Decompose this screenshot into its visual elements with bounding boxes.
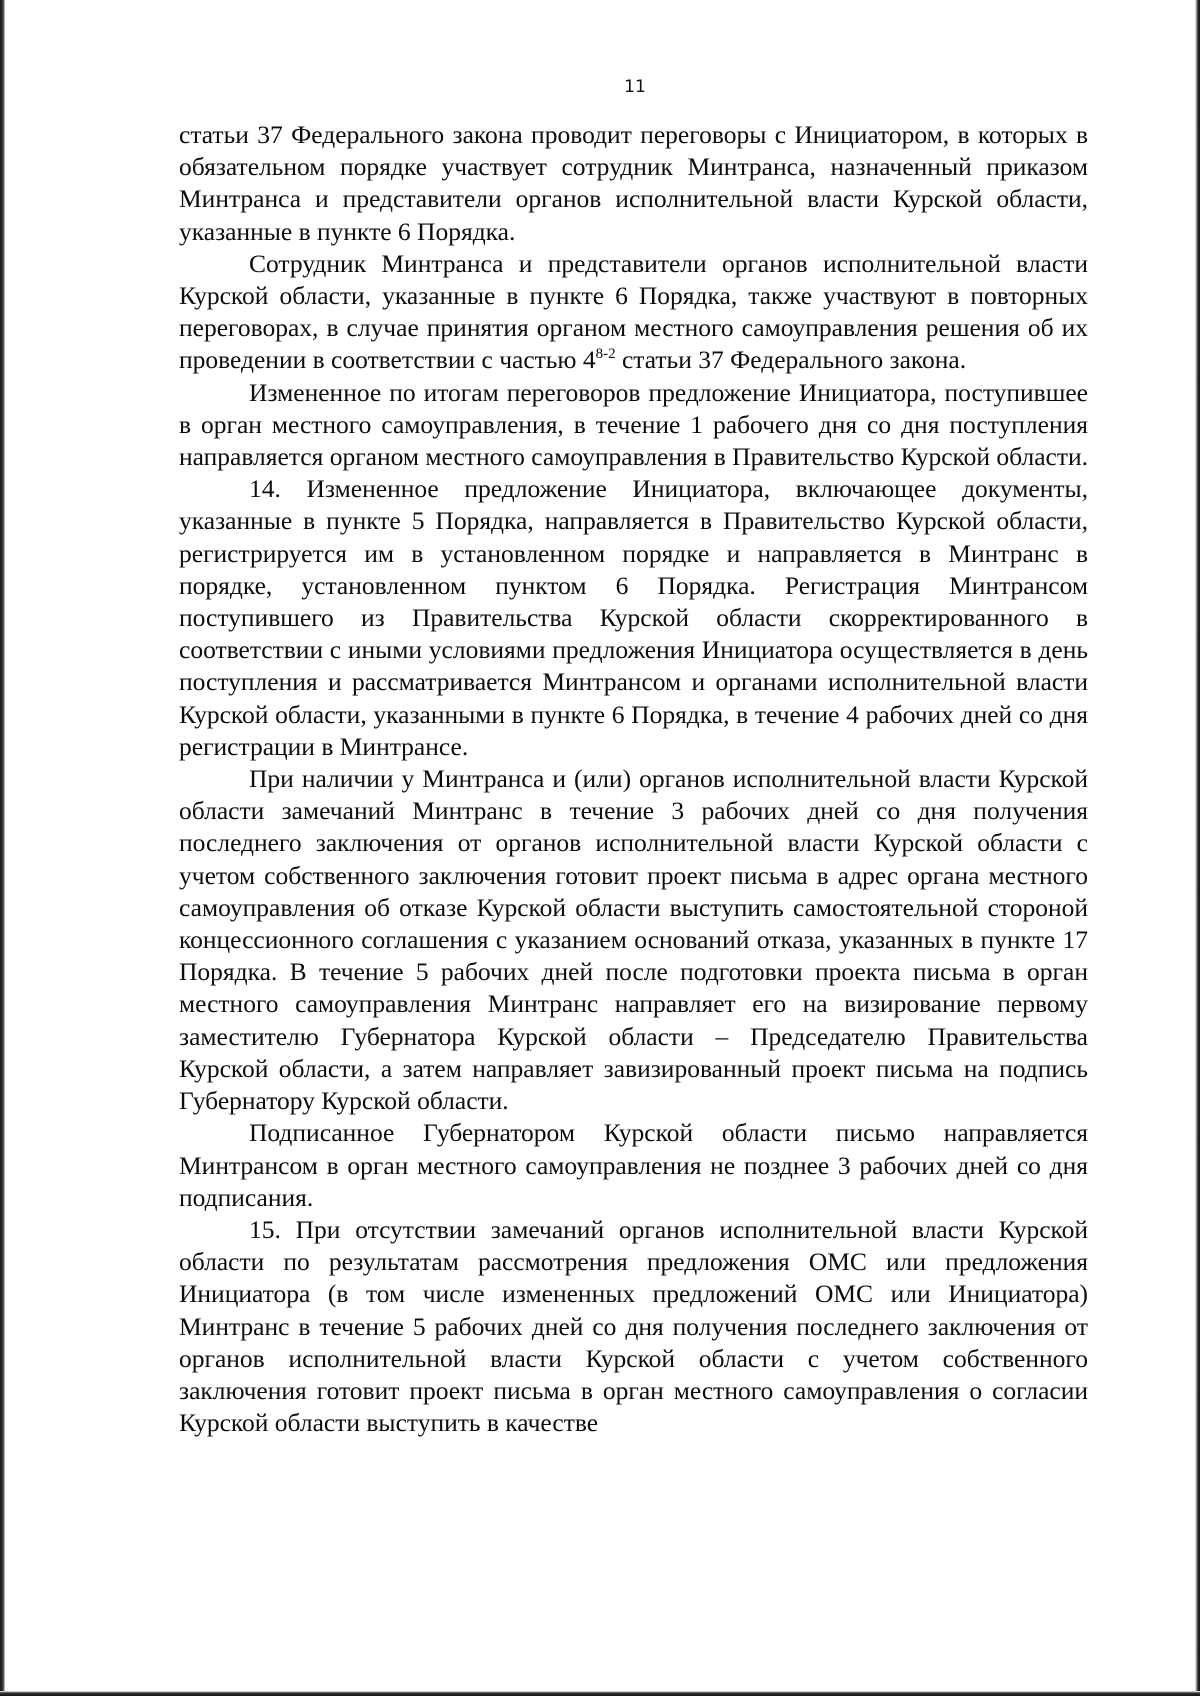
- scan-border-right: [1195, 0, 1200, 1696]
- paragraph-item-14: 14. Измененное предложение Инициатора, включающее документы, указанные в пункте 5 Порядка, направляется в Правительство Курской области, регистрируется им в установленном порядке и направляется в Минтранс в порядке, установленном пунктом 6 Порядка. Регистрация Минтрансом поступившего из Правительства Курской области скорректированного в соответствии с иными условиями предложения Инициатора осуществляется в день поступления и рассматривается Минтрансом и органами исполнительной власти Курской области, указанными в пункте 6 Порядка, в течение 4 рабочих дней со дня регистрации в Минтрансе.: [179, 474, 1088, 761]
- paragraph-repeat-negotiations: [179, 248, 1088, 377]
- paragraph-continuation: статьи 37 Федерального закона проводит переговоры с Инициатором, в которых в обязательном порядке участвует сотрудник Минтранса, назначенный приказом Минтранса и представители органов исполнительной власти Курской области, указанные в пункте 6 Порядка.: [179, 120, 1088, 246]
- paragraph-text-end: статьи 37 Федерального закона.: [615, 345, 967, 375]
- part-superscript: 8-2: [595, 346, 616, 363]
- paragraph-text: Сотрудник Минтранса и представители органов исполнительной власти Курской области, указанные в пункте 6 Порядка, также участвуют в повторных переговорах, в случае принятия органом местного самоуправления решения об их проведении в соответствии с частью 4: [179, 248, 1088, 375]
- scan-border-left: [0, 0, 5, 1696]
- paragraph-remarks: При наличии у Минтранса и (или) органов исполнительной власти Курской области замечаний Минтранс в течение 3 рабочих дней со дня получения последнего заключения от органов исполнительной власти Курской области с учетом собственного заключения готовит проект письма в адрес органа местного самоуправления об отказе Курской области выступить самостоятельной стороной концессионного соглашения с указанием оснований отказа, указанных в пункте 17 Порядка. В течение 5 рабочих дней после подготовки проекта письма в орган местного самоуправления Минтранс направляет его на визирование первому заместителю Губернатора Курской области – Председателю Правительства Курской области, а затем направляет завизированный проект письма на подпись Губернатору Курской области.: [179, 764, 1088, 1116]
- document-body: [179, 119, 1088, 1439]
- scan-border-bottom: [0, 1691, 1200, 1696]
- page-number: 11: [624, 77, 646, 97]
- paragraph-item-15: 15. При отсутствии замечаний органов исполнительной власти Курской области по результатам рассмотрения предложения ОМС или предложения Инициатора (в том числе измененных предложений ОМС или Инициатора) Минтранс в течение 5 рабочих дней со дня получения последнего заключения от органов исполнительной власти Курской области с учетом собственного заключения готовит проект письма в орган местного самоуправления о согласии Курской области выступить в качестве: [179, 1214, 1088, 1438]
- paragraph-signed-letter: Подписанное Губернатором Курской области письмо направляется Минтрансом в орган местного самоуправления не позднее 3 рабочих дней со дня подписания.: [179, 1118, 1088, 1212]
- paragraph-amended-proposal: Измененное по итогам переговоров предложение Инициатора, поступившее в орган местного самоуправления, в течение 1 рабочего дня со дня поступления направляется органом местного самоуправления в Правительство Курской области.: [179, 377, 1089, 472]
